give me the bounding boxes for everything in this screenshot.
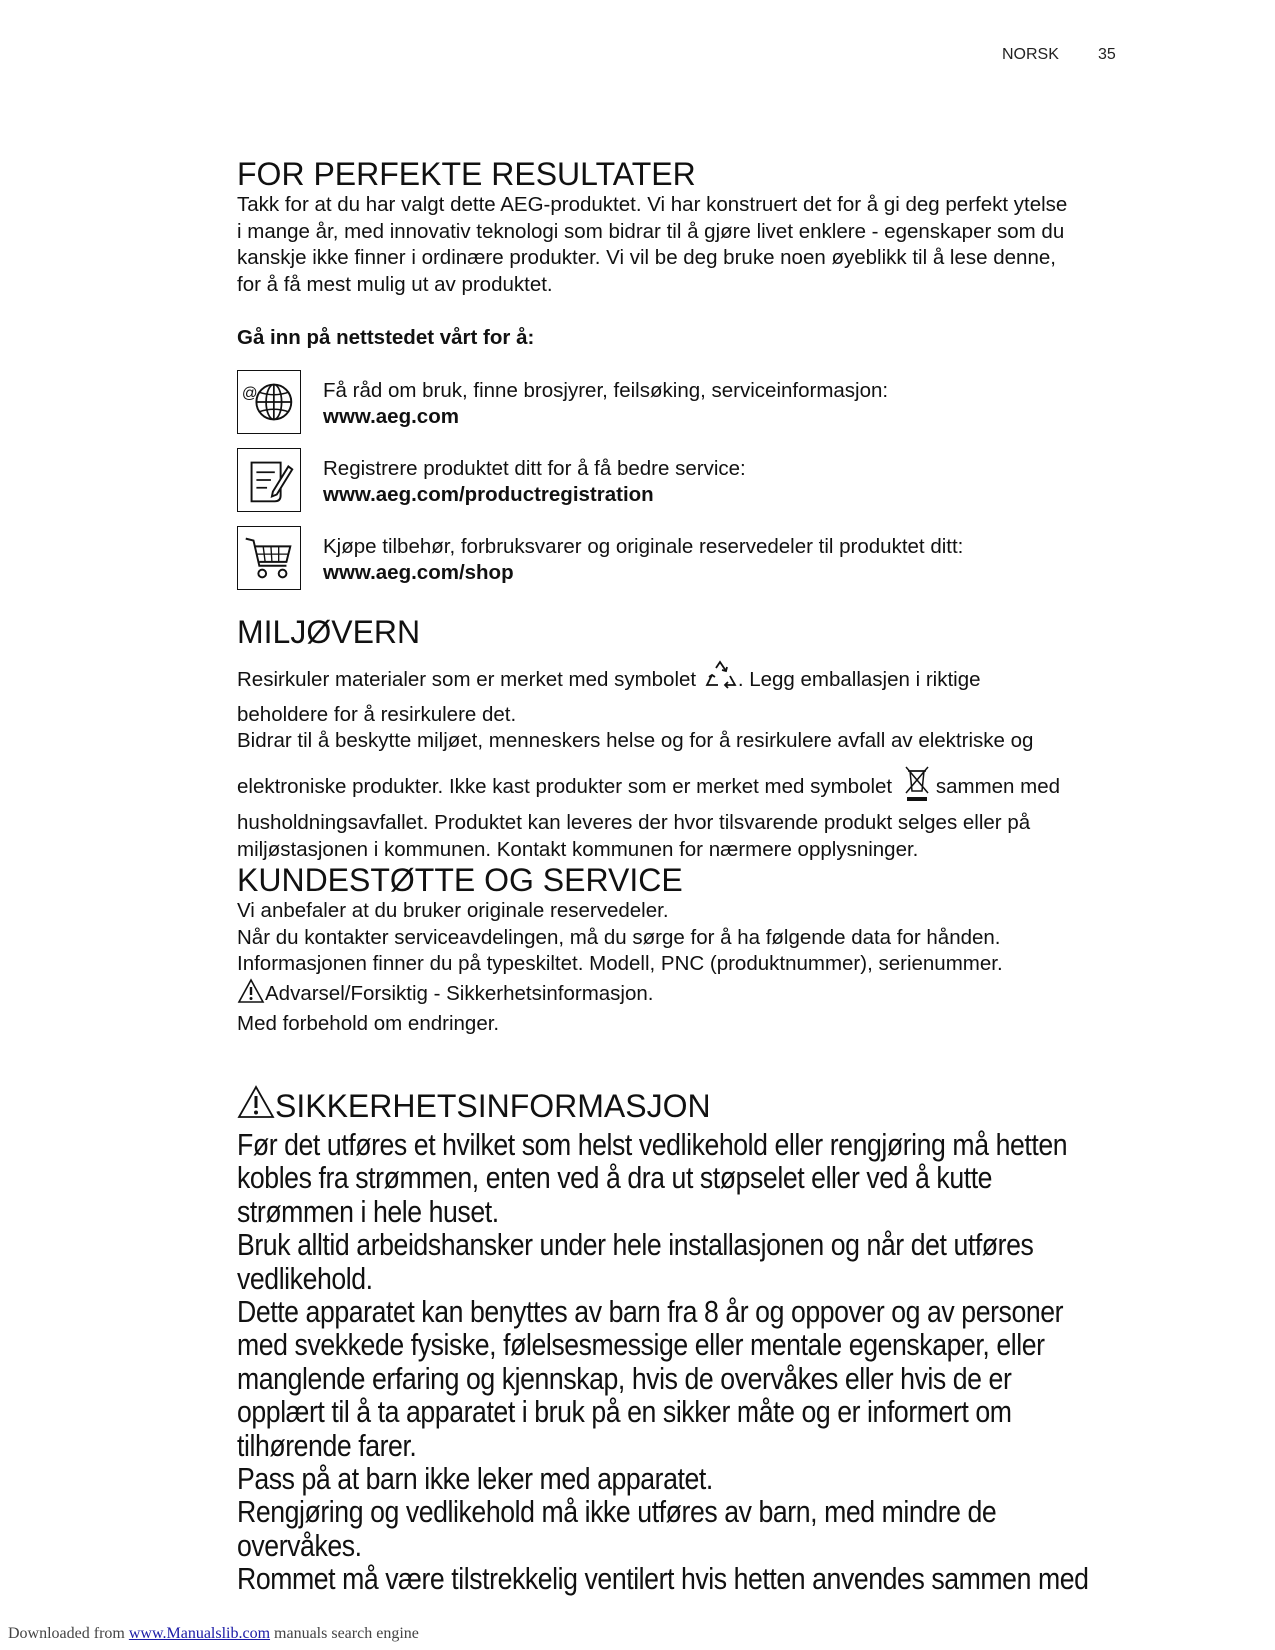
safety-line: vedlikehold. (237, 1260, 373, 1296)
service-text: Registrere produktet ditt for å få bedre service: (323, 457, 746, 480)
service-text: Få råd om bruk, finne brosjyrer, feilsøking, serviceinformasjon: (323, 379, 889, 402)
environment-section (237, 614, 1157, 863)
safety-title-row (237, 1085, 1157, 1126)
environment-line1-a: Resirkuler materialer som er merket med symbolet (237, 668, 697, 692)
safety-line: overvåkes. (237, 1527, 362, 1563)
warning-icon (237, 1085, 275, 1126)
footer-suffix: manuals search engine (270, 1625, 419, 1642)
support-line: Med forbehold om endringer. (237, 1012, 500, 1035)
service-item-web (323, 378, 888, 430)
footer-link[interactable]: www.Manualslib.com (128, 1625, 271, 1642)
services-list (237, 370, 1157, 600)
safety-line: strømmen i hele huset. (237, 1193, 499, 1229)
service-text: Kjøpe tilbehør, forbruksvarer og originale reservedeler til produktet ditt: (323, 535, 964, 558)
environment-line (237, 660, 1157, 702)
safety-line: Rengjøring og vedlikehold må ikke utføres av barn, med mindre de (237, 1494, 997, 1530)
environment-line4-b: sammen med (935, 774, 1061, 798)
support-line: Vi anbefaler at du bruker originale reservedeler. (237, 899, 669, 922)
recycle-icon (702, 660, 738, 702)
svg-text:@: @ (241, 385, 258, 403)
safety-line: Rommet må være tilstrekkelig ventilert hvis hetten anvendes sammen med (237, 1561, 1089, 1597)
support-line: Informasjonen finner du på typeskiltet. Modell, PNC (produktnummer), serienummer. (237, 952, 1003, 975)
environment-line4-a: elektroniske produkter. Ikke kast produkter som er merket med symbolet (237, 774, 893, 798)
safety-line: med svekkede fysiske, følelsesmessige eller mentale egenskaper, eller (237, 1327, 1045, 1363)
warning-icon (237, 978, 265, 1012)
environment-title: MILJØVERN (237, 614, 421, 650)
support-section (237, 862, 1157, 1038)
intro-line: kanskje ikke finner i ordinære produkter. Vi vil be deg bruke noen øyeblikk til å lese denne, (237, 246, 1056, 269)
support-warning-line (237, 978, 1157, 1012)
page-number: 35 (1098, 46, 1116, 63)
environment-line1-b: . Legg emballasjen i riktige (737, 668, 981, 692)
safety-line: tilhørende farer. (237, 1427, 417, 1463)
safety-paragraph (237, 1128, 1157, 1596)
header-language: NORSK (1002, 46, 1059, 63)
service-item-shop (323, 534, 963, 586)
environment-line: husholdningsavfallet. Produktet kan leveres der hvor tilsvarende produkt selges eller på (237, 811, 1031, 834)
service-link[interactable]: www.aeg.com (323, 405, 459, 428)
service-item-registration (323, 456, 746, 508)
download-footer (8, 1625, 419, 1643)
environment-line: Bidrar til å beskytte miljøet, menneskers helse og for å resirkulere avfall av elektriske og (237, 729, 1034, 752)
safety-line: Pass på at barn ikke leker med apparatet. (237, 1461, 713, 1497)
intro-line: Takk for at du har valgt dette AEG-produktet. Vi har konstruert det for å gi deg perfekt ytelse (237, 193, 1068, 216)
shopping-cart-icon (237, 526, 301, 590)
environment-line: miljøstasjonen i kommunen. Kontakt kommunen for nærmere opplysninger. (237, 837, 919, 861)
environment-line (237, 765, 1157, 811)
registration-icon (237, 448, 301, 512)
service-link[interactable]: www.aeg.com/shop (323, 561, 514, 584)
safety-line: Før det utføres et hvilket som helst vedlikehold eller rengjøring må hetten (237, 1127, 1068, 1162)
support-warning-text: Advarsel/Forsiktig - Sikkerhetsinformasjon. (265, 981, 654, 1005)
safety-line: Dette apparatet kan benyttes av barn fra 8 år og oppover og av personer (237, 1294, 1064, 1330)
safety-title: SIKKERHETSINFORMASJON (275, 1088, 711, 1124)
intro-section (237, 156, 1157, 298)
support-line: Når du kontakter serviceavdelingen, må du sørge for å ha følgende data for hånden. (237, 925, 1001, 949)
support-paragraph (237, 898, 1157, 1038)
safety-section (237, 1085, 1157, 1596)
intro-line: i mange år, med innovativ teknologi som bidrar til å gjøre livet enklere - egenskaper som du (237, 219, 1065, 243)
weee-bin-icon (904, 765, 930, 811)
support-title: KUNDESTØTTE OG SERVICE (237, 862, 683, 898)
intro-paragraph (237, 192, 1157, 298)
footer-prefix: Downloaded from (8, 1625, 129, 1642)
safety-line: Bruk alltid arbeidshansker under hele installasjonen og når det utføres (237, 1227, 1034, 1263)
safety-line: manglende erfaring og kjennskap, hvis de overvåkes eller hvis de er (237, 1360, 1012, 1396)
intro-line: for å få mest mulig ut av produktet. (237, 272, 553, 296)
web-globe-icon (237, 370, 301, 434)
safety-line: kobles fra strømmen, enten ved å dra ut støpselet eller ved å kutte (237, 1160, 993, 1196)
website-heading: Gå inn på nettstedet vårt for å: (237, 326, 535, 349)
environment-paragraph (237, 660, 1157, 863)
intro-title: FOR PERFEKTE RESULTATER (237, 156, 696, 192)
service-link[interactable]: www.aeg.com/productregistration (323, 483, 654, 506)
environment-line: beholdere for å resirkulere det. (237, 702, 517, 726)
safety-line: opplært til å ta apparatet i bruk på en sikker måte og er informert om (237, 1394, 1012, 1430)
